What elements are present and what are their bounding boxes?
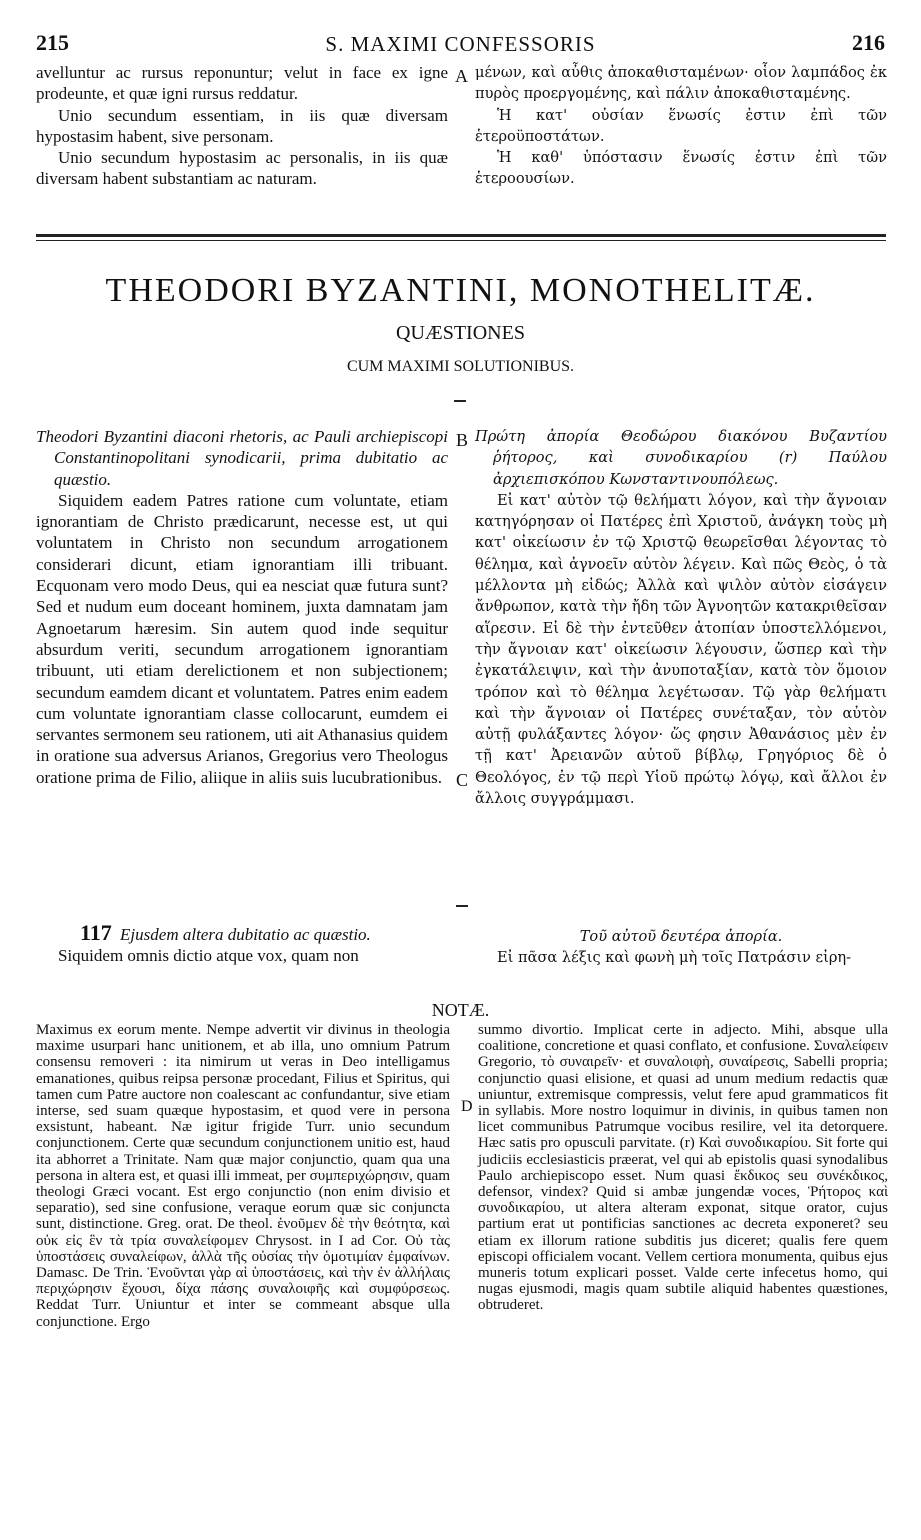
section1-latin-heading: Theodori Byzantini diaconi rhetoris, ac Pauli archiepiscopi Constantinopolitani synodicarii, prima dubitatio ac quæstio.	[36, 427, 448, 489]
title-dash	[454, 400, 466, 402]
section1-greek-heading: Πρώτη ἀπορία Θεοδώρου διακόνου Βυζαντίου ῥήτορος, καὶ συνοδικαρίου (r) Παύλου ἀρχιεπισκόπου Κωνσταντινουπόλεως.	[475, 428, 887, 488]
margin-letter-b: B	[456, 430, 469, 450]
top-greek-para-3: Ἡ καθ' ὑπόστασιν ἕνωσίς ἐστιν ἐπὶ τῶν ἑτεροουσίων.	[475, 149, 887, 188]
treatise-subtitle: QUÆSTIONES	[396, 322, 525, 344]
top-latin-para-1: avelluntur ac rursus reponuntur; velut in face ex igne prodeunte, et quæ igni rursus reddatur.	[36, 63, 448, 104]
section2-greek-column	[475, 922, 887, 969]
top-greek-para-1: μένων, καὶ αὖθις ἀποκαθισταμένων· οἷον λαμπάδος ἐκ πυρὸς προεργομένης, καὶ πάλιν ἀποκαθισταμένης.	[475, 64, 887, 103]
divider-rule-thin	[36, 240, 886, 241]
margin-letter-c: C	[456, 770, 469, 790]
treatise-title: THEODORI BYZANTINI, MONOTHELITÆ.	[105, 272, 816, 309]
section-dash	[456, 905, 468, 907]
section2-latin-column	[36, 922, 448, 967]
section1-latin-column	[36, 426, 448, 788]
notes-right-column	[478, 1022, 888, 1314]
notes-left-column	[36, 1022, 450, 1330]
notes-right-text: summo divortio. Implicat certe in adjecto. Mihi, absque ulla coalitione, concretione et quasi conflato, et confusione. Συναλείφειν Gregorio, τὸ συναιρεῖν· et συναλοιφὴ, συναίρεσις, Sabelli propria; conjunctio quasi elisione, et quasi ad unum medium redactis quæ uniuntur, extremisque compressis, velut fere apud grammaticos fit in syllabis. More nostro loquimur in divinis, in quibus tamen non licet communibus Patrumque vocibus resilire, vel ita detorquere. Hæc satis pro opusculi parvitate. (r) Καὶ συνοδικαρίου. Sit forte qui judiciis ecclesiasticis præerat, vel qui ab epistolis quasi synodalibus Paulo archiepiscopo esset. Num quasi ἔκδικος seu συνέκδικος, defensor, vindex? Quid si ambæ jungendæ voces, Ῥήτορος καὶ συνοδικαρίου, ut altera alteram exponat, sitque orator, cujus partium erat ut pontificias sanctiones ac decreta exponeret? seu etiam ex illorum ratione subditis jus diceret; qualis fere quem episcopi officialem vocant. Vellem certiora monumenta, quibus ejus muneris totum explicari posset. Valde certe infecetus homo, qui nugas ejusmodi, magis quam subtile aliquid habentes quæstiones, obtruderet.	[478, 1022, 888, 1314]
top-latin-para-2: Unio secundum essentiam, in iis quæ diversam hypostasim habent, sive personam.	[36, 105, 448, 146]
margin-letter-d: D	[461, 1098, 473, 1115]
treatise-subtitle-2: CUM MAXIMI SOLUTIONIBUS.	[346, 358, 575, 375]
section1-greek-body: Εἰ κατ' αὐτὸν τῷ θελήματι λόγον, καὶ τὴν ἄγνοιαν κατηγόρησαν οἱ Πατέρες ἐπὶ Χριστοῦ, ἀνάγκη τοὺς μὴ κατ' οἰκείωσιν ἐν τῷ Χριστῷ θεωρεῖσθαι λέγοντας τὸ θέλημα, καὶ ἀγνοεῖν αὐτὸν λέγειν. Καὶ πῶς Θεὸς, ὁ τὰ μέλλοντα μὴ εἰδώς; Ἀλλὰ καὶ ψιλὸν αὐτὸν εἰσάγειν ἄνθρωπον, κατὰ τὴν ἤδη τῶν Ἀγνοητῶν κατακριθεῖσαν αἵρεσιν. Εἰ δὲ τὴν ἐντεῦθεν ἀτοπίαν ὑποστελλόμενοι, τὴν ἄγνοιαν κατ' οἰκείωσιν λέγουσιν, ὥσπερ καὶ τὴν ἐγκατάλειψιν, καὶ τὴν ἀνυποταξίαν, κατὰ τὸν ὅμοιον τρόπον καὶ τὸ θέλημα λεγέτωσαν. Τῷ γὰρ θελήματι καὶ τὴν ἄγνοιαν οἱ Πατέρες συνέταξαν, τὸν αὐτὸν αὐτῇ φυλάξαντες λόγον· ὥς φησιν Ἀθανάσιος μὲν ἐν τῇ κατ' Ἀρειανῶν αὐτοῦ βίβλῳ, Γρηγόριος δὲ ὁ Θεολόγος, ἐν τῷ περὶ Υἱοῦ πρώτῳ λόγῳ, καὶ ἄλλοι ἐν ἄλλοις συγγράμμασι.	[475, 491, 887, 808]
divider-rule-thick	[36, 234, 886, 237]
section1-greek-column	[475, 426, 887, 809]
page-number-left: 215	[36, 30, 69, 55]
section2-latin-heading: Ejusdem altera dubitatio ac quæstio.	[120, 925, 371, 944]
top-greek-column	[475, 62, 887, 190]
page-number-right: 216	[852, 30, 885, 55]
notes-heading: NOTÆ.	[431, 1000, 490, 1020]
section2-latin-body: Siquidem omnis dictio atque vox, quam non	[58, 946, 359, 966]
section2-greek-heading: Τοῦ αὐτοῦ δευτέρα ἀπορία.	[579, 928, 783, 945]
margin-letter-a: A	[455, 66, 468, 86]
section2-greek-body: Εἰ πᾶσα λέξις καὶ φωνὴ μὴ τοῖς Πατράσιν εἰρη-	[497, 949, 852, 967]
top-latin-para-3: Unio secundum hypostasim ac personalis, in iis quæ diversam habent substantiam ac naturam.	[36, 148, 448, 189]
top-greek-para-2: Ἡ κατ' οὐσίαν ἕνωσίς ἐστιν ἐπὶ τῶν ἑτεροϋποστάτων.	[475, 106, 887, 145]
running-title: S. MAXIMI CONFESSORIS	[325, 32, 596, 56]
section1-latin-body: Siquidem eadem Patres ratione cum voluntate, etiam ignorantiam de Christo prædicarunt, necesse est, ut qui voluntatem in Christo non secundum arrogationem considerari dicunt, etiam ignorantiam illi tribuant. Ecquonam vero modo Deus, qui ea nesciat quæ futura sunt? Sed et nudum eum doceant hominem, juxta damnatam jam Agnoetarum hæresim. Sin autem quod inde sequitur absurdum veriti, secundum arrogationem ignorantiam tribuunt, uti etiam derelictionem et non subjectionem; secundum eamdem dicant et voluntatem. Patres enim eadem cum voluntate ignorantiam classe collocarunt, eumdem ei servantes sermonem seu rationem, uti ait Athanasius quidem in oratione sua adversus Arianos, Gregorius vero Theologus oratione prima de Filio, aliique in aliis suis lucubrationibus.	[36, 490, 448, 787]
section2-number: 117	[80, 920, 112, 945]
notes-left-text: Maximus ex eorum mente. Nempe advertit vir divinus in theologia maxime usurpari hanc unitionem, et ab illa, uno omnium Patrum consensu removeri : ita nimirum ut veras in Deo intelligamus emanationes, quibus reipsa personæ procedant, Filius et Spiritus, qui tamen cum Patre auctore non coalescant ac confundantur, sive etiam interse, sed suam quæque hypostasim, et quod vere in persona exsistunt, habeant. Næ igitur frigide Turr. unio secundum conjunctionem. Certe quæ secundum conjunctionem unitio est, haud ita abhorret a Trinitate. Nam quæ major conjunctio, quam qua una persona in altera est, et quasi illi immeat, per συμπεριχώρησιν, quam theologi Græci vocant. Est ergo conjunctio (non enim divisio et separatio), sed sine confusione, veraque eorum quæ sic conjuncta sunt, distinctione. Greg. orat. De theol. ἑνοῦμεν δὲ τὴν θεότητα, καὶ οὐκ εἰς ἓν τὰ τρία συναλείφομεν Chrysost. in I ad Cor. Οὐ τὰς ὑποστάσεις συναλείφων, ἀλλὰ τῆς οὐσίας τὴν ὁμοτιμίαν ἐμφαίνων. Damasc. De Trin. Ἑνοῦνται γὰρ αἱ ὑποστάσεις, καὶ τὴν ἐν ἀλλήλαις περιχώρησιν ἔχουσι, δίχα πάσης συναλοιφῆς καὶ συμφύρσεως. Reddat Turr. Uniuntur et inter se commeant absque ulla conjunctione. Ergo	[36, 1022, 450, 1330]
top-latin-column	[36, 62, 448, 190]
